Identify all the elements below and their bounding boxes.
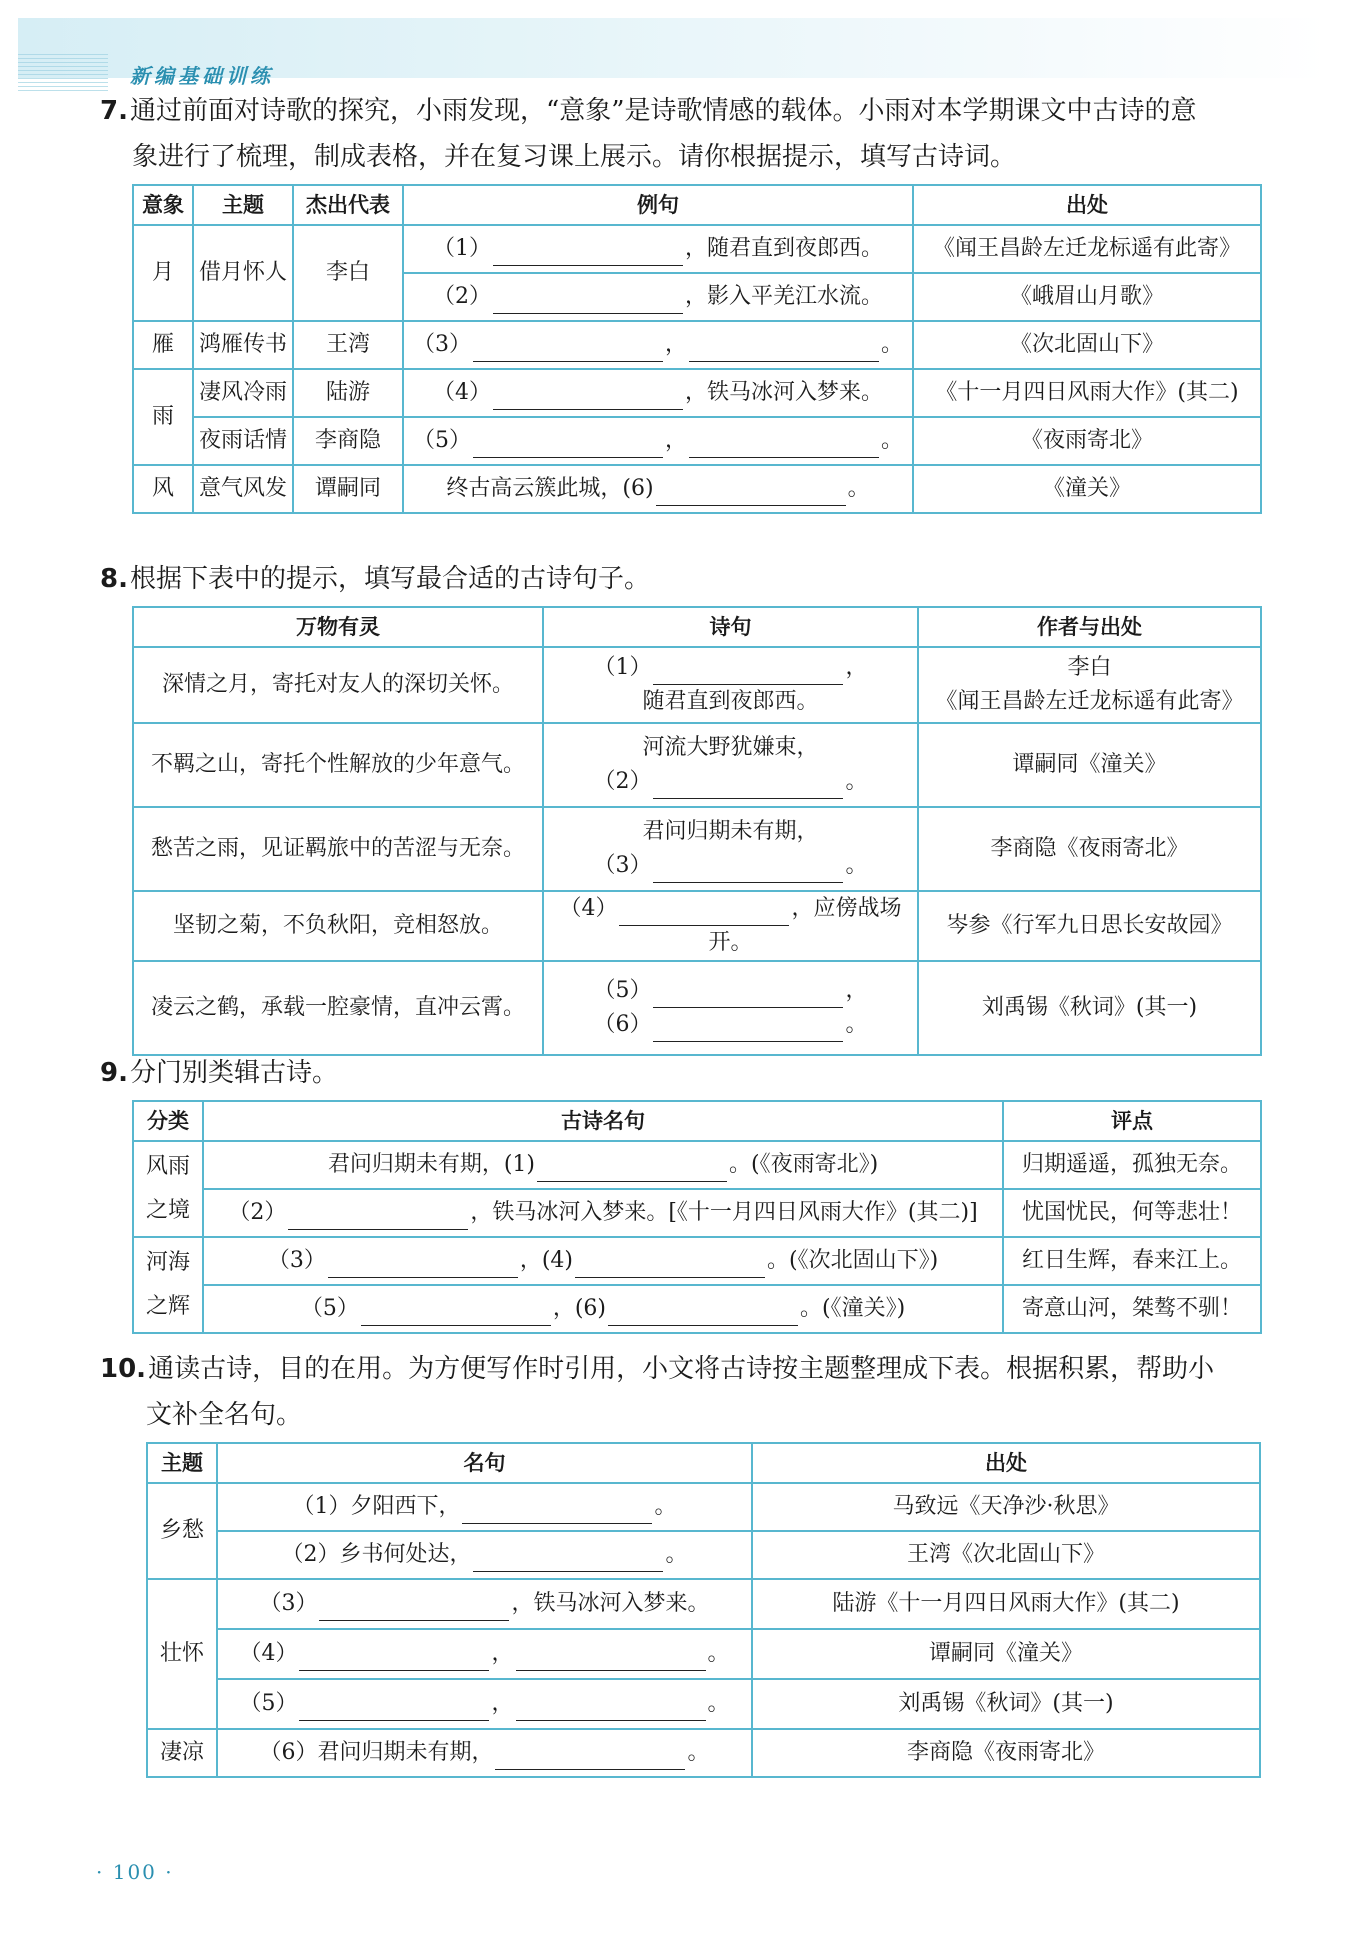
source-title: 《闻王昌龄左迁龙标遥有此寄》	[935, 689, 1244, 714]
q10-header: 名句	[217, 1443, 752, 1483]
blank-label: （4）	[432, 380, 491, 405]
question-8	[100, 556, 1270, 1056]
answer-blank[interactable]	[361, 1299, 551, 1326]
answer-blank[interactable]	[575, 1251, 765, 1278]
q8-source-cell: 刘禹锡《秋词》(其一)	[918, 961, 1261, 1055]
q8-header: 作者与出处	[918, 607, 1261, 647]
blank-label: （5）	[239, 1691, 298, 1716]
example-text: ，铁马冰河入梦来。	[684, 380, 883, 405]
blank-label: （4）	[239, 1641, 298, 1666]
verse-text: 。	[654, 1494, 677, 1519]
table-row	[147, 1679, 1260, 1729]
answer-blank[interactable]	[299, 1644, 489, 1671]
verse-text: 。(《潼关》)	[800, 1296, 906, 1321]
q7-example-cell	[403, 417, 913, 465]
q8-desc-cell: 不羁之山，寄托个性解放的少年意气。	[133, 723, 543, 807]
category-line: 之辉	[145, 1294, 190, 1319]
q7-source-cell: 《夜雨寄北》	[913, 417, 1261, 465]
q7-rep-cell: 陆游	[293, 369, 403, 417]
q8-source-cell: 谭嗣同《潼关》	[918, 723, 1261, 807]
q7-source-cell: 《次北固山下》	[913, 321, 1261, 369]
q10-text-line1: 通读古诗，目的在用。为方便写作时引用，小文将古诗按主题整理成下表。根据积累，帮助小	[148, 1354, 1215, 1384]
verse-text: ，	[491, 1691, 514, 1716]
q8-verse-cell	[543, 961, 918, 1055]
verse-text: 。	[665, 1542, 688, 1567]
q7-text	[100, 88, 1270, 134]
q10-theme-cell: 乡愁	[147, 1483, 217, 1579]
answer-blank[interactable]	[319, 1594, 509, 1621]
table-row	[133, 1189, 1261, 1237]
q9-comment-cell: 忧国忧民，何等悲壮！	[1003, 1189, 1261, 1237]
table-row	[133, 321, 1261, 369]
q10-source-cell: 陆游《十一月四日风雨大作》(其二)	[752, 1579, 1260, 1629]
table-row	[133, 723, 1261, 807]
answer-blank[interactable]	[608, 1299, 798, 1326]
q7-image-cell: 月	[133, 225, 193, 321]
table-row	[133, 647, 1261, 723]
example-text: ，	[664, 428, 687, 453]
q8-verse-cell	[543, 807, 918, 891]
q8-desc-cell: 愁苦之雨，见证羁旅中的苦涩与无奈。	[133, 807, 543, 891]
table-row	[133, 961, 1261, 1055]
example-text: ，影入平羌江水流。	[684, 284, 883, 309]
category-line: 之境	[145, 1198, 190, 1223]
blank-label: （5）	[593, 978, 652, 1003]
q9-comment-cell: 寄意山河，桀骜不驯！	[1003, 1285, 1261, 1333]
table-row	[133, 1237, 1261, 1285]
verse-text: 。(《夜雨寄北》)	[729, 1152, 879, 1177]
q7-header: 杰出代表	[293, 185, 403, 225]
q8-table	[132, 606, 1262, 1056]
q7-rep-cell: 李商隐	[293, 417, 403, 465]
q8-text	[100, 556, 1270, 602]
q8-header: 万物有灵	[133, 607, 543, 647]
blank-label: （5）	[300, 1296, 359, 1321]
blank-label: （6）	[593, 1012, 652, 1037]
q10-verse-cell	[217, 1679, 752, 1729]
table-row	[133, 891, 1261, 961]
blank-label: （2）乡书何处达，	[281, 1542, 472, 1567]
verse-text: ，铁马冰河入梦来。[《十一月四日风雨大作》(其二)]	[470, 1200, 978, 1225]
answer-blank[interactable]	[288, 1203, 468, 1230]
page-number: · 100 ·	[96, 1860, 174, 1884]
q8-desc-cell: 坚韧之菊，不负秋阳，竞相怒放。	[133, 891, 543, 961]
q10-header: 主题	[147, 1443, 217, 1483]
header-decoration	[18, 54, 108, 94]
answer-blank[interactable]	[537, 1155, 727, 1182]
blank-label: （5）	[412, 428, 471, 453]
q10-source-cell: 李商隐《夜雨寄北》	[752, 1729, 1260, 1777]
answer-blank[interactable]	[493, 287, 683, 314]
answer-blank[interactable]	[473, 335, 663, 362]
q7-rep-cell: 谭嗣同	[293, 465, 403, 513]
verse-line: 随君直到夜郎西。	[642, 689, 819, 714]
table-row	[133, 1141, 1261, 1189]
q7-header: 例句	[403, 185, 913, 225]
blank-label: （4）	[559, 896, 618, 921]
q9-category-cell	[133, 1141, 203, 1237]
answer-blank[interactable]	[493, 383, 683, 410]
blank-label: （1）	[432, 236, 491, 261]
q7-example-cell	[403, 273, 913, 321]
answer-blank[interactable]	[653, 1015, 843, 1042]
q8-verse-cell	[543, 647, 918, 723]
q7-text-line1: 通过前面对诗歌的探究，小雨发现，“意象”是诗歌情感的载体。小雨对本学期课文中古诗的意	[129, 96, 1197, 126]
q7-source-cell: 《十一月四日风雨大作》(其二)	[913, 369, 1261, 417]
q7-theme-cell: 意气风发	[193, 465, 293, 513]
verse-line: 君问归期未有期，	[642, 819, 819, 844]
q10-verse-cell	[217, 1629, 752, 1679]
q10-table	[146, 1442, 1261, 1778]
answer-blank[interactable]	[656, 479, 846, 506]
q8-desc-cell: 深情之月，寄托对友人的深切关怀。	[133, 647, 543, 723]
q10-number: 10.	[100, 1354, 147, 1384]
table-row	[133, 807, 1261, 891]
q9-comment-cell: 归期遥遥，孤独无奈。	[1003, 1141, 1261, 1189]
table-row	[133, 225, 1261, 273]
q9-text	[100, 1050, 1270, 1096]
q7-text-line2: 象进行了梳理，制成表格，并在复习课上展示。请你根据提示，填写古诗词。	[132, 142, 1017, 172]
q7-rep-cell: 李白	[293, 225, 403, 321]
q9-number: 9.	[100, 1058, 128, 1088]
verse-text: ，	[845, 655, 868, 680]
example-text: 。	[847, 476, 870, 501]
q9-header: 古诗名句	[203, 1101, 1003, 1141]
q10-source-cell: 谭嗣同《潼关》	[752, 1629, 1260, 1679]
q7-image-cell: 雨	[133, 369, 193, 465]
q7-image-cell: 风	[133, 465, 193, 513]
answer-blank[interactable]	[495, 1743, 685, 1770]
answer-blank[interactable]	[462, 1497, 652, 1524]
blank-label: （2）	[432, 284, 491, 309]
table-row	[133, 1285, 1261, 1333]
header-title: 新编基础训练	[130, 64, 274, 88]
answer-blank[interactable]	[473, 1545, 663, 1572]
q7-theme-cell: 夜雨话情	[193, 417, 293, 465]
blank-label: （2）	[593, 769, 652, 794]
blank-label: （3）	[412, 332, 471, 357]
q8-number: 8.	[100, 564, 128, 594]
answer-blank[interactable]	[689, 335, 879, 362]
q7-example-cell	[403, 225, 913, 273]
q9-verse-cell	[203, 1237, 1003, 1285]
blank-label: （6）君问归期未有期，	[259, 1740, 494, 1765]
verse-text: ，	[491, 1641, 514, 1666]
verse-line: 河流大野犹嫌束，	[642, 735, 819, 760]
blank-label: （1）	[593, 655, 652, 680]
verse-text: ，铁马冰河入梦来。	[511, 1591, 710, 1616]
q9-header: 分类	[133, 1101, 203, 1141]
q9-comment-cell: 红日生辉，春来江上。	[1003, 1237, 1261, 1285]
q8-source-cell: 岑参《行军九日思长安故园》	[918, 891, 1261, 961]
answer-blank[interactable]	[516, 1694, 706, 1721]
answer-blank[interactable]	[516, 1644, 706, 1671]
blank-label: （3）	[259, 1591, 318, 1616]
blank-label: （2）	[228, 1200, 287, 1225]
q10-theme-cell: 壮怀	[147, 1579, 217, 1729]
q10-header: 出处	[752, 1443, 1260, 1483]
q7-theme-cell: 凄风冷雨	[193, 369, 293, 417]
answer-blank[interactable]	[653, 856, 843, 883]
q7-theme-cell: 鸿雁传书	[193, 321, 293, 369]
answer-blank[interactable]	[493, 239, 683, 266]
q7-table	[132, 184, 1262, 514]
table-row	[133, 417, 1261, 465]
q10-theme-cell: 凄凉	[147, 1729, 217, 1777]
q9-category-cell	[133, 1237, 203, 1333]
verse-text: 。	[707, 1641, 730, 1666]
q8-header: 诗句	[543, 607, 918, 647]
q10-verse-cell	[217, 1483, 752, 1531]
verse-text: 。	[845, 769, 868, 794]
q8-source-cell: 李商隐《夜雨寄北》	[918, 807, 1261, 891]
example-text: 。	[881, 332, 904, 357]
verse-text: ，(6)	[552, 1296, 606, 1321]
answer-blank[interactable]	[653, 658, 843, 685]
verse-text: 。	[707, 1691, 730, 1716]
verse-text: 。	[845, 1012, 868, 1037]
question-10	[100, 1346, 1270, 1778]
question-7	[100, 88, 1270, 514]
table-row	[133, 369, 1261, 417]
q9-text-body: 分门别类辑古诗。	[129, 1058, 338, 1088]
answer-blank[interactable]	[653, 981, 843, 1008]
q10-verse-cell	[217, 1531, 752, 1579]
q8-verse-cell	[543, 891, 918, 961]
blank-label: （3）	[593, 853, 652, 878]
q10-text-line2: 文补全名句。	[146, 1400, 303, 1430]
q10-source-cell: 王湾《次北固山下》	[752, 1531, 1260, 1579]
example-text: ，随君直到夜郎西。	[684, 236, 883, 261]
answer-blank[interactable]	[619, 899, 789, 926]
q7-image-cell: 雁	[133, 321, 193, 369]
q9-verse-cell	[203, 1285, 1003, 1333]
q8-desc-cell: 凌云之鹤，承载一腔豪情，直冲云霄。	[133, 961, 543, 1055]
q8-verse-cell	[543, 723, 918, 807]
answer-blank[interactable]	[328, 1251, 518, 1278]
blank-label: 君问归期未有期，(1)	[327, 1152, 535, 1177]
q8-source-cell	[918, 647, 1261, 723]
q9-header: 评点	[1003, 1101, 1261, 1141]
table-row	[147, 1629, 1260, 1679]
answer-blank[interactable]	[473, 431, 663, 458]
q10-source-cell: 马致远《天净沙·秋思》	[752, 1483, 1260, 1531]
q9-verse-cell	[203, 1189, 1003, 1237]
q8-text-body: 根据下表中的提示，填写最合适的古诗句子。	[129, 564, 650, 594]
example-text: ，	[664, 332, 687, 357]
verse-text: 。(《次北固山下》)	[767, 1248, 939, 1273]
blank-label: （3）	[267, 1248, 326, 1273]
table-row	[133, 465, 1261, 513]
answer-blank[interactable]	[653, 772, 843, 799]
question-9	[100, 1050, 1270, 1334]
q7-source-cell: 《峨眉山月歌》	[913, 273, 1261, 321]
category-line: 风雨	[145, 1154, 190, 1179]
table-row	[147, 1579, 1260, 1629]
q10-verse-cell	[217, 1729, 752, 1777]
table-row	[147, 1729, 1260, 1777]
author: 李白	[1067, 655, 1112, 680]
table-row	[147, 1483, 1260, 1531]
verse-text: 。	[687, 1740, 710, 1765]
blank-label: 终古高云簇此城，(6)	[446, 476, 654, 501]
q7-theme-cell: 借月怀人	[193, 225, 293, 321]
q7-example-cell	[403, 465, 913, 513]
q7-example-cell	[403, 321, 913, 369]
q7-header: 意象	[133, 185, 193, 225]
verse-text: ，	[845, 978, 868, 1003]
table-row	[147, 1531, 1260, 1579]
verse-text: ，应傍战场开。	[708, 896, 902, 955]
category-line: 河海	[145, 1250, 190, 1275]
answer-blank[interactable]	[689, 431, 879, 458]
q9-verse-cell	[203, 1141, 1003, 1189]
q7-number: 7.	[100, 96, 128, 126]
q7-header: 出处	[913, 185, 1261, 225]
verse-text: ，(4)	[519, 1248, 573, 1273]
q9-table	[132, 1100, 1262, 1334]
answer-blank[interactable]	[299, 1694, 489, 1721]
blank-label: （1）夕阳西下，	[292, 1494, 461, 1519]
q7-example-cell	[403, 369, 913, 417]
verse-text: 。	[845, 853, 868, 878]
q10-text	[100, 1346, 1270, 1392]
example-text: 。	[881, 428, 904, 453]
q7-source-cell: 《闻王昌龄左迁龙标遥有此寄》	[913, 225, 1261, 273]
q10-source-cell: 刘禹锡《秋词》(其一)	[752, 1679, 1260, 1729]
q7-header: 主题	[193, 185, 293, 225]
q10-verse-cell	[217, 1579, 752, 1629]
q7-rep-cell: 王湾	[293, 321, 403, 369]
q7-source-cell: 《潼关》	[913, 465, 1261, 513]
